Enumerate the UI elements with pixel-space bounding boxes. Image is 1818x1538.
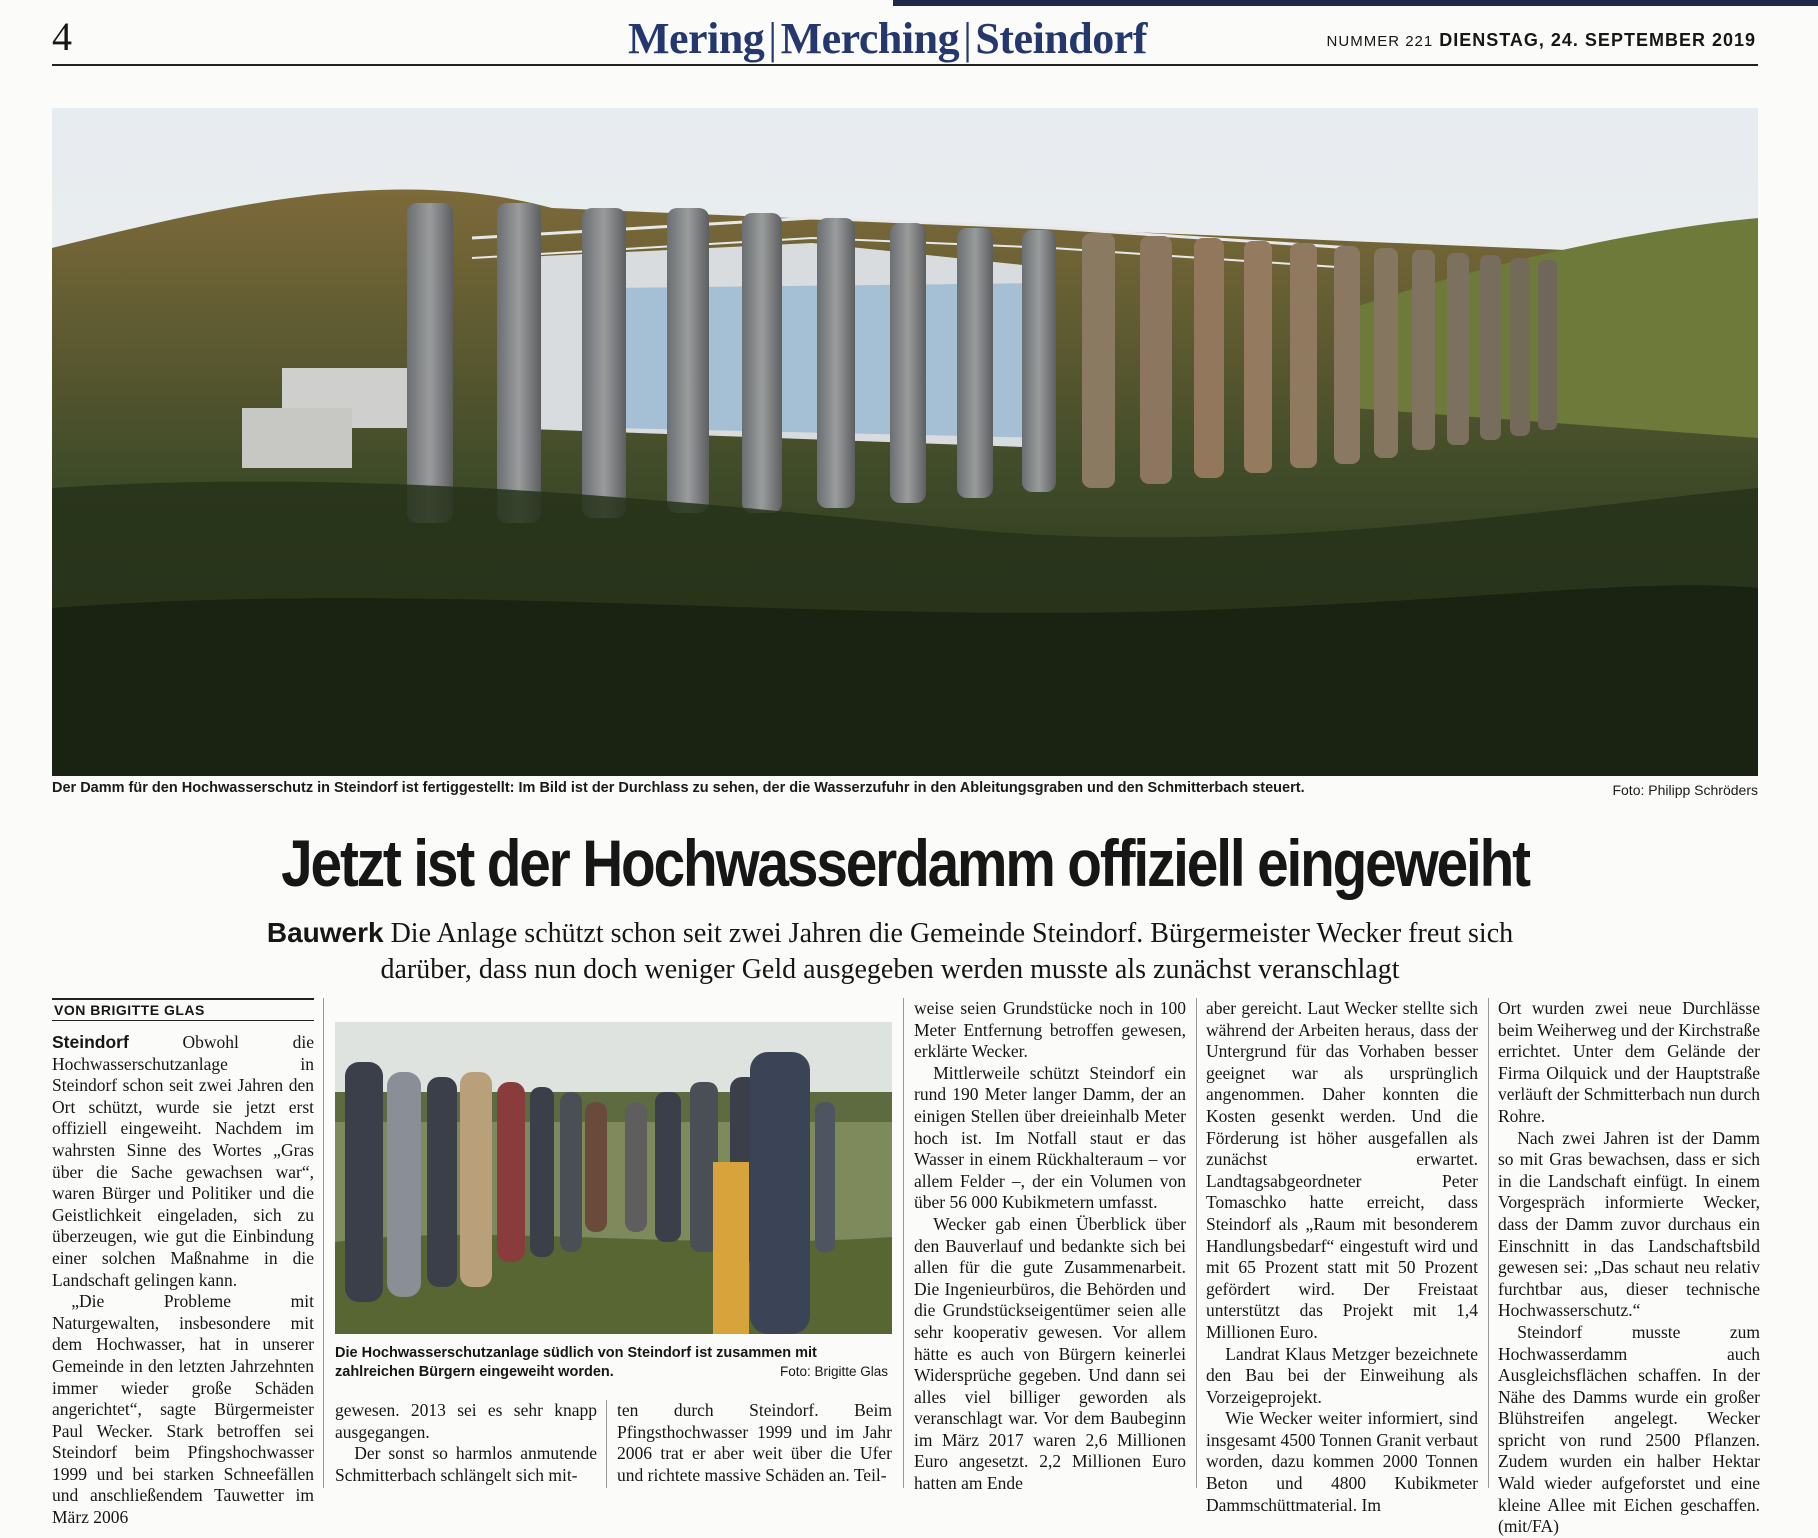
subheadline xyxy=(240,915,1540,988)
paragraph: aber gereicht. Laut Wecker stellte sich während der Arbeiten heraus, dass der Untergrund für das Vorhaben besser geeignet war als ursprünglich angenommen. Daher konnten die Kosten gesenkt werden. Und die Förderung ist höher ausgefallen als zunächst erwartet. Landtagsabgeordneter Peter Tomaschko hatte erreicht, dass Steindorf als „Raum mit besonderem Handlungsbedarf“ eingestuft wird und mit 65 Prozent statt mit 50 Prozent gefördert wird. Der Freistaat unterstützt das Projekt mit 1,4 Millionen Euro. xyxy=(1206,998,1478,1342)
article-column-4 xyxy=(914,998,1186,1495)
paragraph: Steindorf musste zum Hochwasserdamm auch Ausgleichsflächen schaffen. In der Nähe des Damms wurde ein großer Blühstreifen angelegt. Wecker spricht von rund 2500 Pflanzen. Zudem wurden ein halber Hektar Wald wieder aufgeforstet und eine kleine Allee mit Eichen geschaffen. (mit/FA) xyxy=(1498,1321,1760,1537)
issue-number: NUMMER 221 xyxy=(1326,33,1434,50)
paragraph: „Die Probleme mit Naturgewalten, insbesondere mit dem Hochwasser, hat in unserer Gemeinde in den letzten Jahrzehnten immer wieder große Schäden angerichtet“, sagte Bürgermeister Paul Wecker. Stark betroffen sei Steindorf beim Pfingshochwasser 1999 und bei starken Schneefällen und anschließendem Tauwetter im März 2006 xyxy=(52,1291,314,1528)
header-rule xyxy=(52,64,1758,66)
main-photo-credit: Foto: Philipp Schröders xyxy=(1612,782,1758,798)
ceremony-photo-credit: Foto: Brigitte Glas xyxy=(780,1364,889,1379)
byline: VON BRIGITTE GLAS xyxy=(52,998,314,1021)
subhead-text: Die Anlage schützt schon seit zwei Jahren die Gemeinde Steindorf. Bürgermeister Wecker freut sich darüber, dass nun doch weniger Geld ausgegeben werden musste als zunächst veranschlagt xyxy=(380,918,1514,985)
kicker: Bauwerk xyxy=(266,917,384,948)
paragraph: Ort wurden zwei neue Durchlässe beim Weiherweg und der Kirchstraße errichtet. Unter dem Gelände der Firma Oilquick und der Hauptstraße verläuft der Schmitterbach nun durch Rohre. xyxy=(1498,998,1760,1126)
section-mering: Mering xyxy=(628,14,765,63)
section-separator: | xyxy=(963,14,972,63)
section-merching: Merching xyxy=(780,14,960,63)
section-separator: | xyxy=(768,14,777,63)
section-title xyxy=(628,13,1147,65)
paragraph: ten durch Steindorf. Beim Pfingsthochwasser 1999 und im Jahr 2006 trat er aber weit über die Ufer und richtete massive Schäden an. Teil- xyxy=(617,1400,892,1485)
article-column-1 xyxy=(52,1032,314,1529)
ceremony-photo-caption: Die Hochwasserschutzanlage südlich von Steindorf ist zusammen mit zahlreichen Bürgern eingeweiht worden. xyxy=(335,1345,817,1380)
main-photo-caption: Der Damm für den Hochwasserschutz in Steindorf ist fertiggestellt: Im Bild ist der Durchlass zu sehen, der die Wasserzufuhr in den Ableitungsgraben und den Schmitterbach steuert. xyxy=(52,780,1305,796)
paragraph: Landrat Klaus Metzger bezeichnete den Bau bei der Einweihung als Vorzeigeprojekt. xyxy=(1206,1343,1478,1407)
column-rule xyxy=(903,998,904,1488)
issue-date: DIENSTAG, 24. SEPTEMBER 2019 xyxy=(1439,30,1756,50)
paragraph: Mittlerweile schützt Steindorf ein rund 190 Meter langer Damm, der an einigen Stellen über dreieinhalb Meter hoch ist. Im Notfall staut er das Wasser in einem Rückhalteraum – vor allem Felder –, der ein Volumen von über 56 000 Kubikmetern umfasst. xyxy=(914,1062,1186,1213)
article-column-6 xyxy=(1498,998,1760,1538)
paragraph xyxy=(52,1032,314,1291)
top-color-bar xyxy=(893,0,1818,6)
paragraph: Nach zwei Jahren ist der Damm so mit Gras bewachsen, dass er sich in die Landschaft einfügt. In einem Vorgespräch informierte Wecker, dass der Damm zuvor durchaus ein Einschnitt in das Landschaftsbild gewesen sei: „Das schaut neu relativ furchtbar aus, dieser technische Hochwasserschutz.“ xyxy=(1498,1127,1760,1321)
column-rule xyxy=(606,1400,607,1488)
column-rule xyxy=(1488,998,1489,1488)
main-photo xyxy=(52,108,1758,776)
column-rule xyxy=(323,998,324,1488)
paragraph-text: Obwohl die Hochwasserschutzanlage in Steindorf schon seit zwei Jahren den Ort schützt, wurde sie jetzt erst offiziell eingeweiht. Nachdem im wahrsten Sinne des Wortes „Gras über die Sache gewachsen war“, waren Bürger und Politiker und die Geistlichkeit eingeladen, sich zu überzeugen, wie gut die Einbindung einer solchen Maßnahme in die Landschaft gelingen kann. xyxy=(52,1032,314,1290)
paragraph: Wie Wecker weiter informiert, sind insgesamt 4500 Tonnen Granit verbaut worden, dazu kommen 2000 Tonnen Beton und 4800 Kubikmeter Dammschüttmaterial. Im xyxy=(1206,1408,1478,1515)
article-column-5 xyxy=(1206,998,1478,1516)
paragraph: Wecker gab einen Überblick über den Bauverlauf und bedankte sich bei allen für die gute Zusammenarbeit. Die Ingenieurbüros, die Behörden und die Grundstückseigentümer seien alle sehr kooperativ gewesen. Vor allem hätte es auch von Bürgern keinerlei Widersprüche gegeben. Und dann sei alles viel billiger geworden als veranschlagt war. Vor dem Baubeginn im März 2017 waren 2,6 Millionen Euro angesetzt. 2,2 Millionen Euro hatten am Ende xyxy=(914,1213,1186,1494)
issue-info xyxy=(1327,30,1756,51)
article-column-2 xyxy=(335,1400,597,1486)
ceremony-photo xyxy=(335,1022,892,1334)
dam-photo-illustration xyxy=(52,108,1758,776)
paragraph: gewesen. 2013 sei es sehr knapp ausgegangen. xyxy=(335,1400,597,1442)
section-steindorf: Steindorf xyxy=(975,14,1147,63)
column-rule xyxy=(1196,998,1197,1488)
article-column-3 xyxy=(617,1400,892,1486)
paragraph: Der sonst so harmlos anmutende Schmitterbach schlängelt sich mit- xyxy=(335,1443,597,1485)
headline: Jetzt ist der Hochwasserdamm offiziell eingeweiht xyxy=(281,826,1529,900)
paragraph: weise seien Grundstücke noch in 100 Meter Entfernung betroffen gewesen, erklärte Wecker. xyxy=(914,998,1186,1062)
dateline: Steindorf xyxy=(52,1032,129,1052)
page-number: 4 xyxy=(52,14,72,59)
ceremony-photo-illustration xyxy=(335,1022,892,1334)
